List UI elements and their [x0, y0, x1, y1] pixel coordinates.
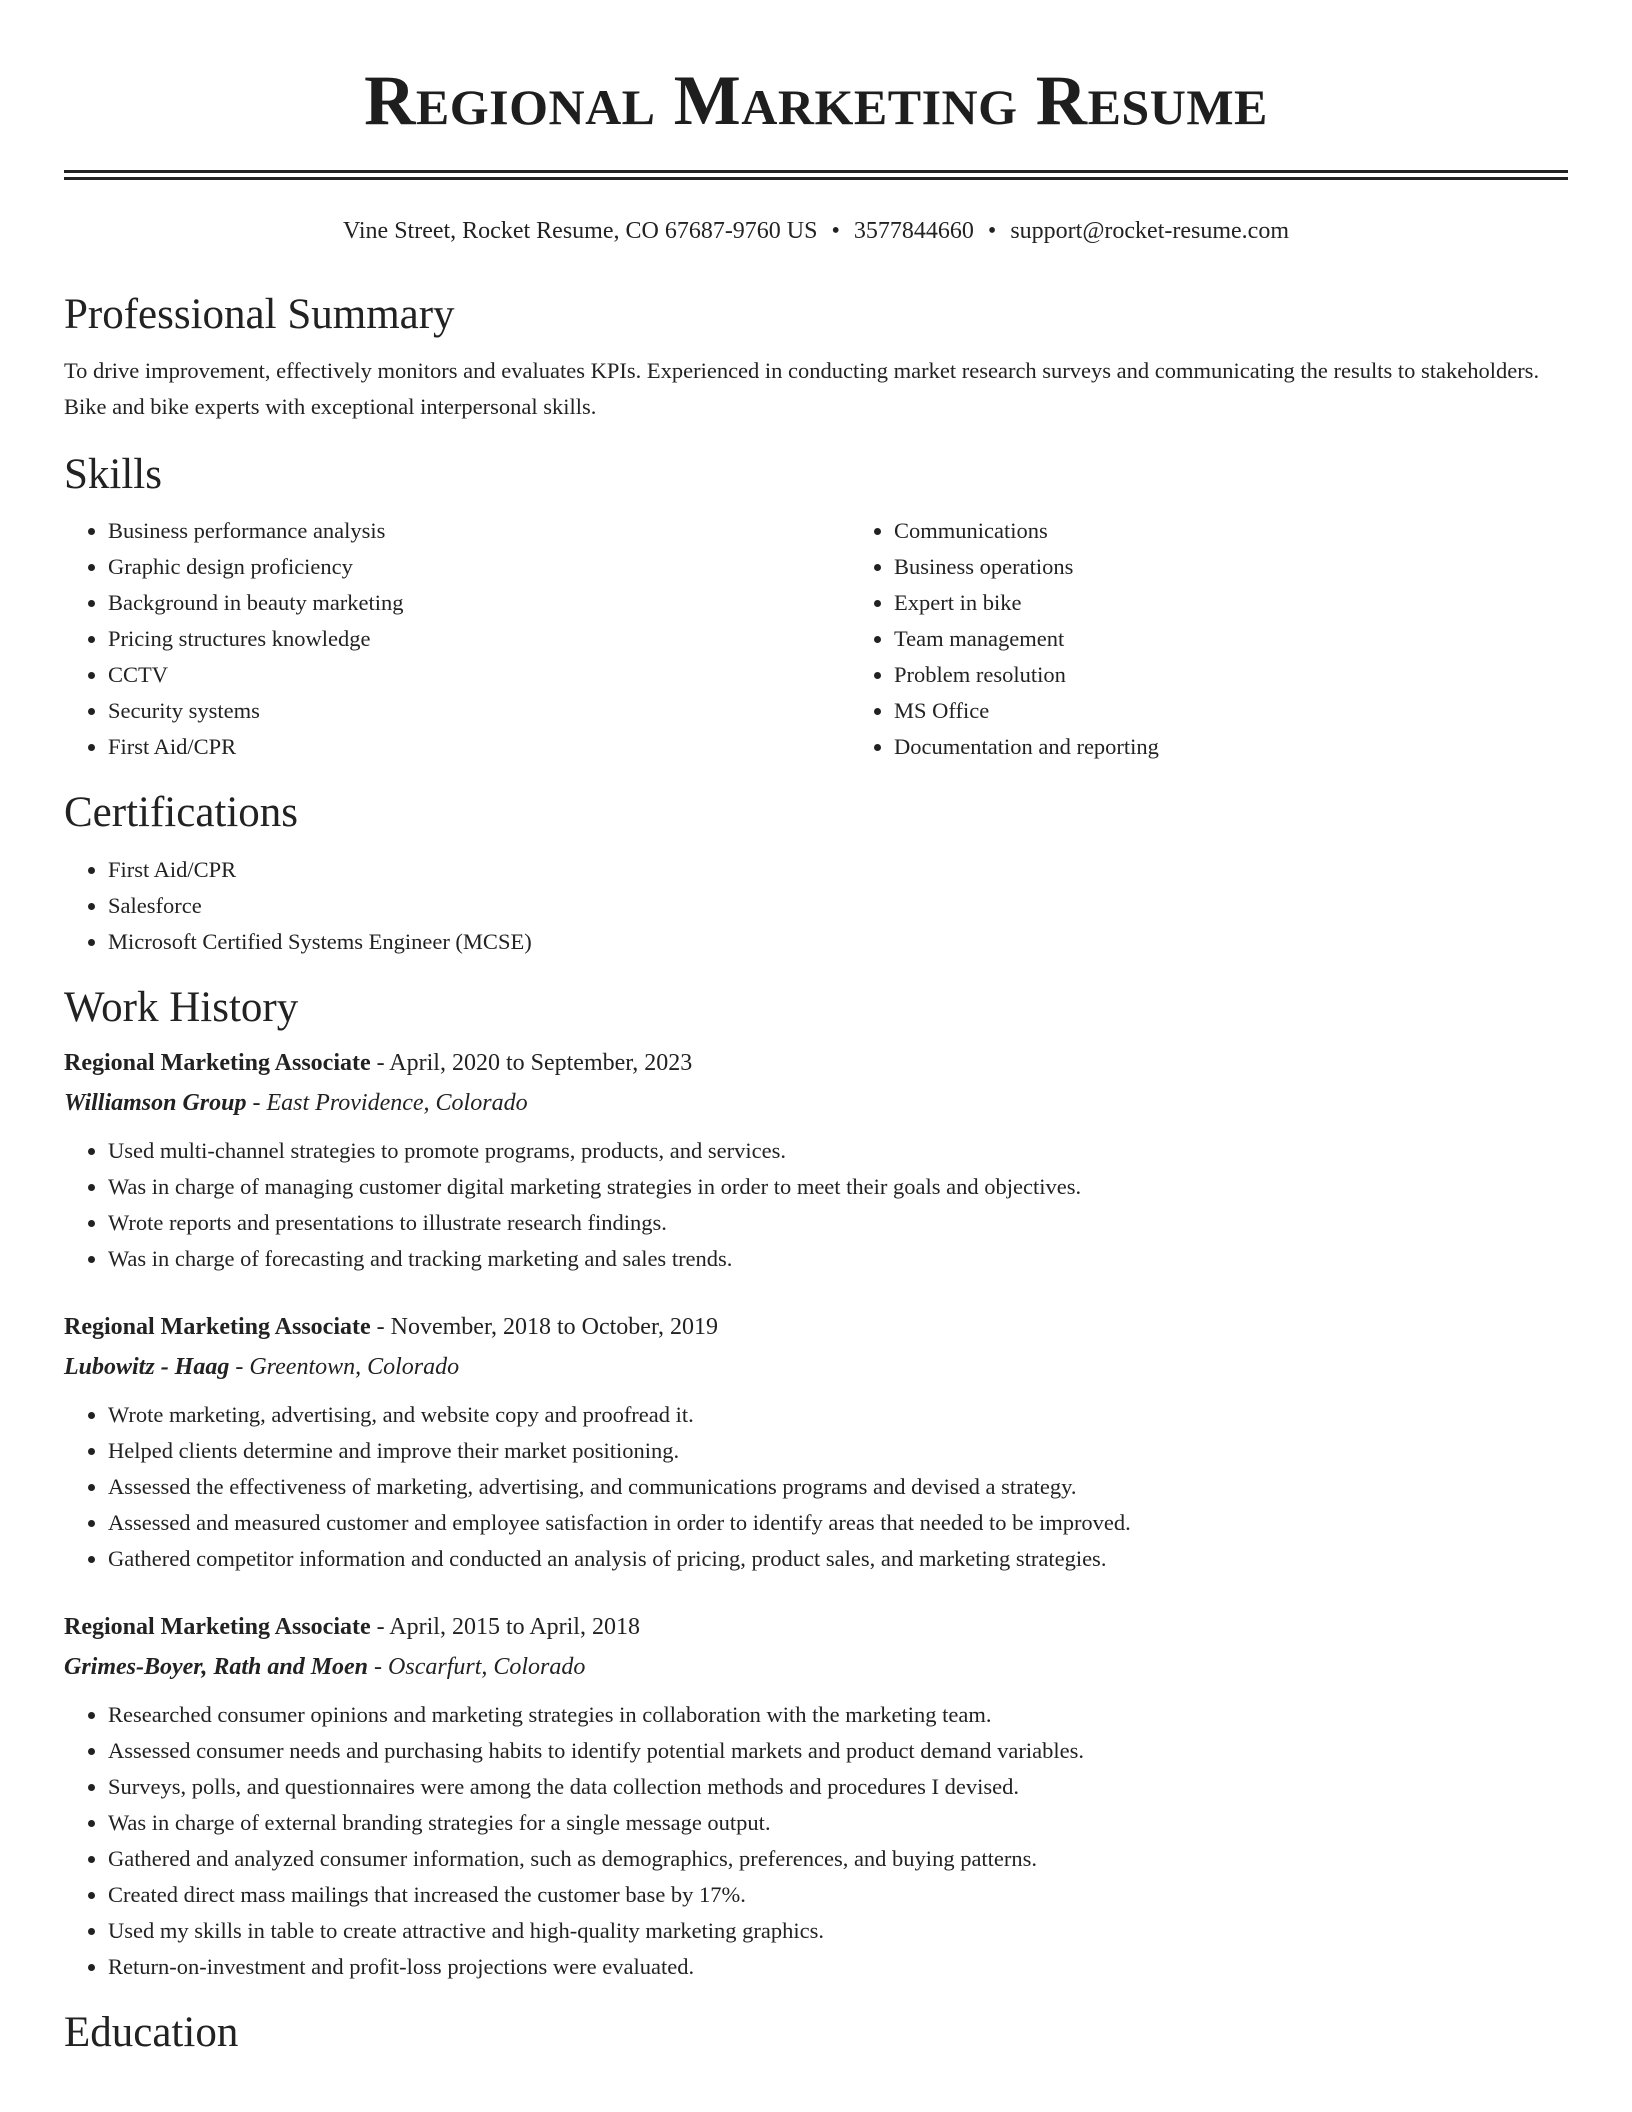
job-location: - Oscarfurt, Colorado — [368, 1653, 586, 1680]
skill-item: • Background in beauty marketing — [108, 585, 850, 621]
skill-item: • Team management — [894, 621, 1632, 657]
certification-item: • First Aid/CPR — [108, 852, 1568, 888]
skills-list-right — [850, 513, 1632, 765]
job-bullet: • Gathered and analyzed consumer information, such as demographics, preferences, and buying patterns. — [108, 1841, 1568, 1877]
certification-item: • Microsoft Certified Systems Engineer (MCSE) — [108, 924, 1568, 960]
job-title-line — [64, 1043, 1568, 1083]
job-bullet: • Created direct mass mailings that increased the customer base by 17%. — [108, 1877, 1568, 1913]
resume-title: Regional Marketing Resume — [364, 62, 1268, 140]
summary-text: To drive improvement, effectively monitors and evaluates KPIs. Experienced in conducting market research surveys and communicating the results to stakeholders. Bike and bike experts with exceptional interpersonal skills. — [64, 358, 1540, 420]
education-heading: Education — [64, 2008, 239, 2056]
job-bullet: • Was in charge of forecasting and tracking marketing and sales trends. — [108, 1241, 1568, 1277]
work-history-heading: Work History — [64, 983, 299, 1031]
job-bullet: • Assessed the effectiveness of marketing, advertising, and communications programs and devised a strategy. — [108, 1469, 1568, 1505]
job-company-line — [64, 1347, 1568, 1387]
job-entry — [64, 1307, 1568, 1577]
contact-line — [64, 217, 1568, 246]
job-title-line — [64, 1607, 1568, 1647]
job-dates: - November, 2018 to October, 2019 — [370, 1313, 718, 1340]
job-company-line — [64, 1083, 1568, 1123]
job-title: Regional Marketing Associate — [64, 1313, 371, 1340]
contact-address: Vine Street, Rocket Resume, CO 67687-9760 US — [342, 218, 818, 244]
job-bullet: • Wrote reports and presentations to illustrate research findings. — [108, 1205, 1568, 1241]
job-dates: - April, 2020 to September, 2023 — [370, 1049, 693, 1076]
skill-item: • Communications — [894, 513, 1632, 549]
job-title: Regional Marketing Associate — [64, 1613, 371, 1640]
skills-list-left — [64, 513, 850, 765]
job-company: Williamson Group — [64, 1089, 247, 1116]
job-bullet: • Gathered competitor information and conducted an analysis of pricing, product sales, and marketing strategies. — [108, 1541, 1568, 1577]
job-location: - Greentown, Colorado — [229, 1353, 460, 1380]
job-title-line — [64, 1307, 1568, 1347]
contact-separator: • — [987, 218, 997, 244]
job-bullet: • Surveys, polls, and questionnaires were among the data collection methods and procedures I devised. — [108, 1769, 1568, 1805]
skill-item: • First Aid/CPR — [108, 729, 850, 765]
job-bullet: • Was in charge of managing customer digital marketing strategies in order to meet their goals and objectives. — [108, 1169, 1568, 1205]
skill-item: • Security systems — [108, 693, 850, 729]
skill-item: • CCTV — [108, 657, 850, 693]
job-dates: - April, 2015 to April, 2018 — [370, 1613, 640, 1640]
job-bullet: • Was in charge of external branding strategies for a single message output. — [108, 1805, 1568, 1841]
skills-columns — [64, 513, 1568, 765]
job-bullets — [64, 1697, 1568, 1985]
job-bullet: • Wrote marketing, advertising, and website copy and proofread it. — [108, 1397, 1568, 1433]
contact-phone: 3577844660 — [853, 218, 974, 244]
skill-item: • Graphic design proficiency — [108, 549, 850, 585]
job-company: Lubowitz - Haag — [64, 1353, 230, 1380]
certifications-heading: Certifications — [64, 789, 299, 837]
job-entry — [64, 1607, 1568, 1985]
job-bullets — [64, 1133, 1568, 1277]
job-bullet: • Assessed consumer needs and purchasing habits to identify potential markets and product demand variables. — [108, 1733, 1568, 1769]
contact-separator: • — [831, 218, 840, 244]
job-bullet: • Assessed and measured customer and employee satisfaction in order to identify areas that needed to be improved. — [108, 1505, 1568, 1541]
job-bullet: • Used my skills in table to create attractive and high-quality marketing graphics. — [108, 1913, 1568, 1949]
certifications-list — [64, 852, 1568, 960]
job-bullet: • Researched consumer opinions and marketing strategies in collaboration with the marketing team. — [108, 1697, 1568, 1733]
job-entry — [64, 1043, 1568, 1277]
summary-heading: Professional Summary — [64, 290, 455, 338]
title-double-rule — [64, 170, 1568, 180]
skill-item: • Business performance analysis — [108, 513, 850, 549]
resume-page — [64, 0, 1568, 2056]
skill-item: • Pricing structures knowledge — [108, 621, 850, 657]
contact-email: support@rocket-resume.com — [1010, 218, 1289, 244]
job-bullet: • Return-on-investment and profit-loss projections were evaluated. — [108, 1949, 1568, 1985]
skill-item: • Problem resolution — [894, 657, 1632, 693]
job-location: - East Providence, Colorado — [246, 1089, 528, 1116]
job-bullet: • Used multi-channel strategies to promote programs, products, and services. — [108, 1133, 1568, 1169]
certification-item: • Salesforce — [108, 888, 1568, 924]
skill-item: • Expert in bike — [894, 585, 1632, 621]
skill-item: • Business operations — [894, 549, 1632, 585]
job-bullets — [64, 1397, 1568, 1577]
job-title: Regional Marketing Associate — [64, 1049, 371, 1076]
job-bullet: • Helped clients determine and improve their market positioning. — [108, 1433, 1568, 1469]
skill-item: • Documentation and reporting — [894, 729, 1632, 765]
skill-item: • MS Office — [894, 693, 1632, 729]
skills-heading: Skills — [64, 451, 162, 499]
job-company: Grimes-Boyer, Rath and Moen — [64, 1653, 369, 1680]
job-company-line — [64, 1647, 1568, 1687]
